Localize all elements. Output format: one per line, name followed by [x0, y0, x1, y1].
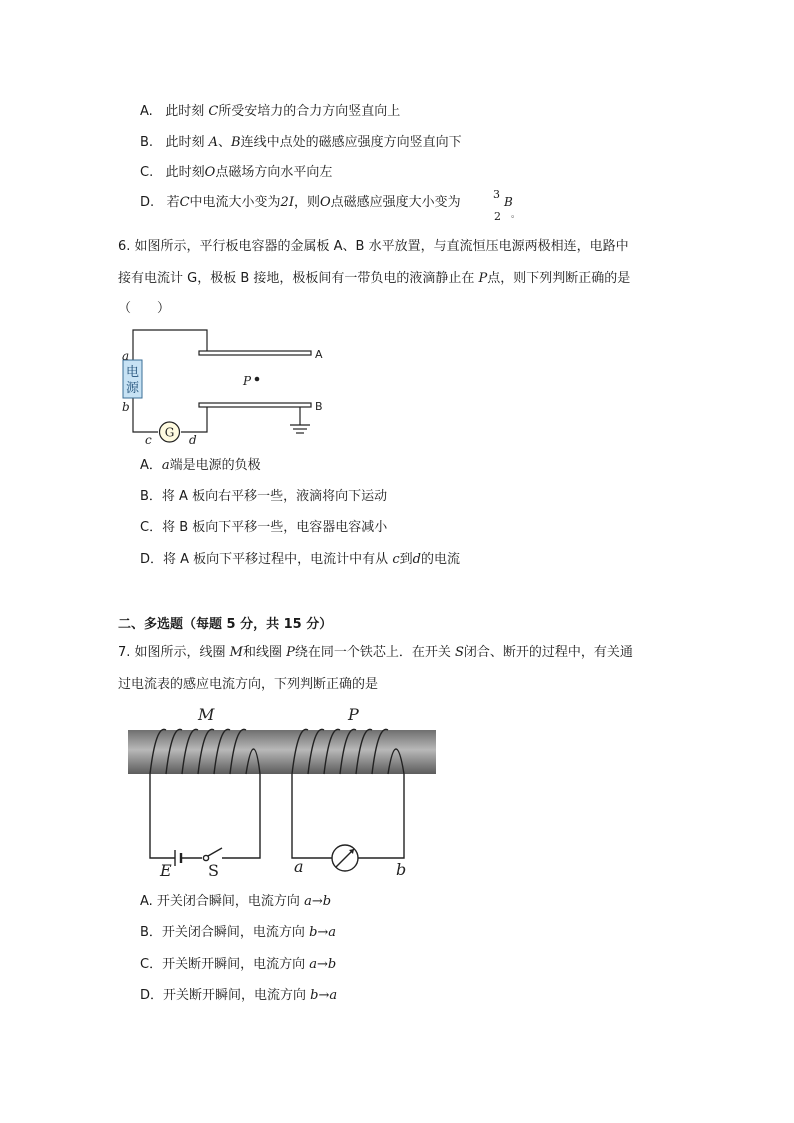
direction: a→b	[309, 957, 337, 972]
stem-text: 接有电流计 G，极板 B 接地，极板间有一带负电的液滴静止在	[118, 271, 479, 286]
stem-text: 7. 如图所示，线圈	[118, 645, 230, 660]
label-e: E	[160, 861, 172, 880]
q6-option-a[interactable]	[140, 457, 261, 475]
option-text: A. 开关闭合瞬间，电流方向	[140, 894, 305, 909]
label-d: d	[189, 433, 197, 447]
option-text: 点磁感应强度大小变为	[330, 195, 461, 210]
var-c: C	[179, 195, 190, 210]
option-text: D．开关断开瞬间，电流方向	[140, 988, 311, 1003]
option-text: 此时刻	[165, 104, 209, 119]
source-label-1: 电	[125, 365, 140, 380]
option-letter: B.	[140, 135, 154, 150]
q7-option-d[interactable]	[140, 987, 337, 1005]
var-b: B	[504, 195, 513, 209]
q7-stem-line2: 过电流表的感应电流方向，下列判断正确的是	[118, 677, 379, 692]
option-text: C．将 B 板向下平移一些，电容器电容减小	[140, 520, 388, 535]
switch-blade	[208, 848, 222, 856]
option-letter: C.	[140, 165, 154, 180]
var-p: P	[286, 645, 295, 660]
plate-b	[199, 403, 311, 407]
var-d: d	[412, 552, 421, 567]
source-label-2: 源	[125, 381, 140, 396]
fraction-denominator: 2	[494, 210, 501, 223]
droplet-point	[255, 377, 260, 382]
circuit-m	[150, 774, 260, 866]
q7-stem-line1	[118, 644, 633, 662]
option-text: 若	[166, 195, 180, 210]
stem-text: 闭合、断开的过程中，有关通	[463, 645, 633, 660]
var-b: B	[231, 135, 241, 150]
wire-bottom-right	[181, 405, 207, 432]
label-plate-b: B	[315, 400, 323, 413]
label-plate-a: A	[315, 348, 323, 361]
stem-text: 绕在同一个铁芯上．在开关	[294, 645, 456, 660]
q5-option-c[interactable]	[140, 164, 332, 182]
var-o: O	[204, 165, 216, 180]
label-s: S	[208, 861, 219, 880]
label-a: a	[294, 857, 304, 876]
label-m: M	[198, 705, 215, 724]
var-s: S	[455, 645, 464, 660]
option-letter: A.	[140, 104, 153, 119]
label-b: b	[396, 860, 407, 879]
option-letter: D.	[140, 195, 155, 210]
option-text: 此时刻	[165, 165, 205, 180]
section-heading-multiple-choice: 二、多选题（每题 5 分，共 15 分）	[118, 617, 333, 632]
period: 。	[511, 210, 521, 220]
option-text: 点磁场方向水平向左	[215, 165, 333, 180]
stem-text: 点，则下列判断正确的是	[487, 271, 631, 286]
option-text: C．开关断开瞬间，电流方向	[140, 957, 310, 972]
option-text: A．	[140, 458, 162, 473]
switch-pivot	[203, 855, 208, 860]
option-text: B．开关闭合瞬间，电流方向	[140, 925, 310, 940]
plate-a	[199, 351, 311, 355]
q7-option-a[interactable]	[140, 893, 331, 911]
q5-option-a[interactable]	[140, 103, 400, 121]
label-c: c	[145, 433, 152, 447]
option-text: B．将 A 板向右平移一些，液滴将向下运动	[140, 489, 388, 504]
coil-core-diagram	[120, 702, 450, 882]
fraction-numerator: 3	[493, 188, 500, 201]
option-text: 此时刻	[165, 135, 209, 150]
galvanometer-label: G	[164, 425, 175, 440]
q7-option-b[interactable]	[140, 924, 336, 942]
option-text: 、	[218, 135, 232, 150]
wire-top	[133, 330, 207, 360]
var-m: M	[229, 645, 243, 660]
var-p: P	[478, 271, 488, 286]
label-p: P	[243, 374, 252, 388]
q7-option-c[interactable]	[140, 956, 336, 974]
option-text: ，则	[293, 195, 320, 210]
var-o: O	[319, 195, 331, 210]
option-text: 中电流大小变为	[189, 195, 281, 210]
capacitor-circuit-diagram	[115, 322, 345, 450]
option-text: 到	[399, 552, 413, 567]
var-2i: 2I	[280, 195, 294, 210]
option-text: 连线中点处的磁感应强度方向竖直向下	[240, 135, 462, 150]
q6-option-c[interactable]	[140, 519, 387, 537]
q5-option-d[interactable]	[140, 194, 461, 212]
var-a: A	[208, 135, 218, 150]
q6-answer-bracket: （ ）	[118, 301, 171, 316]
stem-text: 和线圈	[242, 645, 287, 660]
direction: b→a	[310, 988, 338, 1003]
option-text: 的电流	[420, 552, 460, 567]
var-c: C	[208, 104, 219, 119]
q6-stem-line1: 6. 如图所示，平行板电容器的金属板 A、B 水平放置，与直流恒压电源两极相连，电路中	[118, 239, 629, 254]
q6-stem-line2	[118, 270, 630, 288]
label-b: b	[122, 400, 130, 414]
label-p: P	[348, 705, 359, 724]
var-a: a	[161, 458, 170, 473]
direction: a→b	[304, 894, 332, 909]
option-text: 端是电源的负极	[169, 458, 261, 473]
q6-option-b[interactable]	[140, 488, 387, 506]
circuit-p	[292, 774, 404, 871]
q5-option-b[interactable]	[140, 134, 462, 152]
label-a: a	[122, 349, 130, 363]
option-text: D．将 A 板向下平移过程中，电流计中有从	[140, 552, 393, 567]
direction: b→a	[309, 925, 337, 940]
option-text: 所受安培力的合力方向竖直向上	[218, 104, 401, 119]
wire-bottom-left	[133, 398, 158, 432]
var-c: c	[392, 552, 400, 567]
q6-option-d[interactable]	[140, 551, 460, 569]
